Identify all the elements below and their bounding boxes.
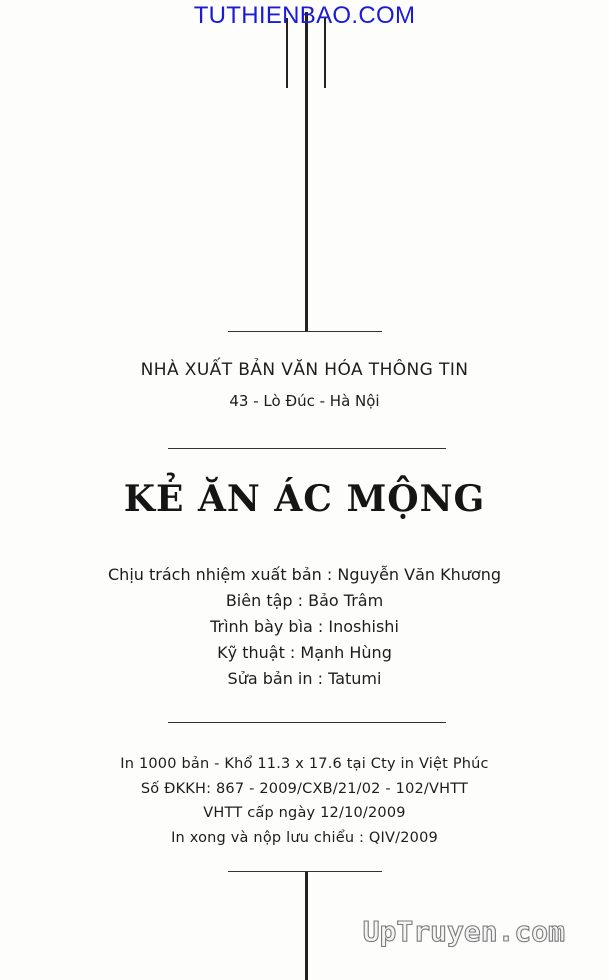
printing-line: In 1000 bản - Khổ 11.3 x 17.6 tại Cty in Việt Phúc (120, 756, 489, 772)
bottom-vertical-rule (305, 872, 308, 980)
divider-2 (168, 722, 446, 723)
watermark-top: TUTHIENBAO.COM (193, 2, 416, 29)
publisher-address: 43 - Lò Đúc - Hà Nội (229, 392, 380, 410)
divider-1 (168, 448, 446, 449)
credit-line: Sửa bản in : Tatumi (227, 669, 382, 688)
printing-line: In xong và nộp lưu chiểu : QIV/2009 (171, 829, 438, 846)
publisher-name: NHÀ XUẤT BẢN VĂN HÓA THÔNG TIN (140, 360, 469, 380)
top-vertical-rule-center (305, 12, 308, 332)
credit-line: Chịu trách nhiệm xuất bản : Nguyễn Văn Khương (108, 565, 501, 584)
credits-block (0, 562, 609, 692)
credit-line: Biên tập : Bảo Trâm (225, 591, 384, 610)
watermark-bottom: UpTruyen.com (362, 915, 565, 948)
printing-info-block (0, 752, 609, 850)
credit-line: Kỹ thuật : Mạnh Hùng (217, 643, 392, 662)
printing-line: Số ĐKKH: 867 - 2009/CXB/21/02 - 102/VHTT (140, 780, 469, 797)
printing-line: VHTT cấp ngày 12/10/2009 (203, 805, 406, 821)
book-title: KẺ ĂN ÁC MỘNG (123, 478, 486, 520)
credit-line: Trình bày bìa : Inoshishi (210, 617, 399, 636)
top-horizontal-rule (228, 331, 382, 332)
